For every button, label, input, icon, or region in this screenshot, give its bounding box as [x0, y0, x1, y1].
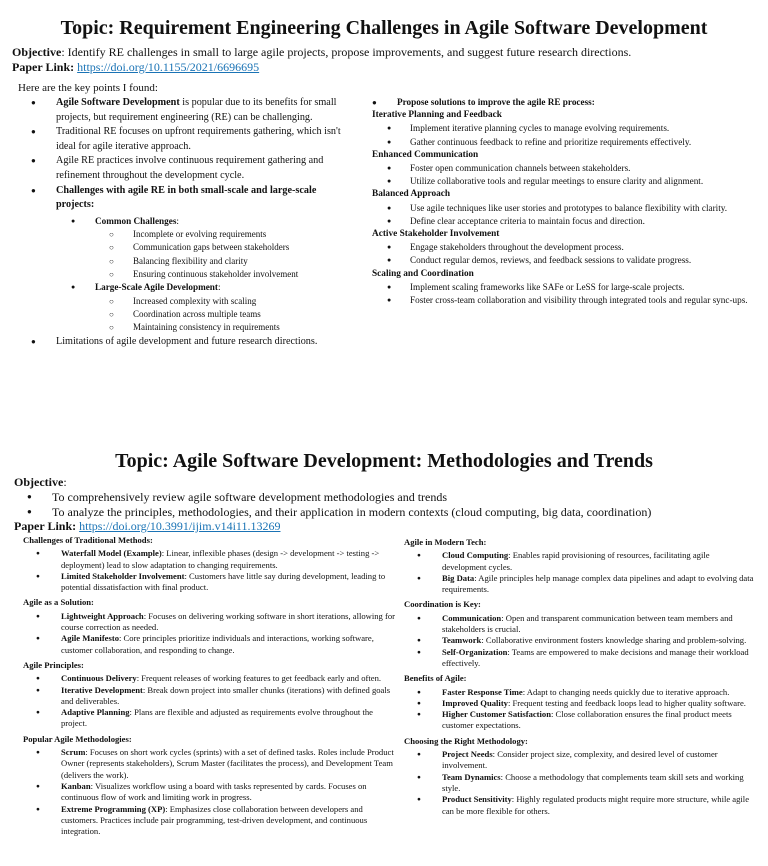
list-item: [404, 613, 754, 636]
list-item: [23, 548, 397, 571]
item-term: Scrum: [61, 747, 86, 758]
list-item: ● Agile RE practices involve continuous requirement gathering and refinement throughout the development cycle.: [12, 154, 357, 183]
right-heading-row: [372, 96, 757, 109]
list-item: [404, 550, 754, 573]
item-term: Teamwork: [442, 635, 482, 646]
item-term: Continuous Delivery: [61, 673, 137, 684]
group-title-text: Agile as a Solution: [23, 597, 92, 608]
list-item: ● Conduct regular demos, reviews, and feedback sessions to validate progress.: [372, 254, 757, 267]
right-heading: Propose solutions to improve the agile RE process:: [397, 97, 595, 107]
paper-link[interactable]: https://doi.org/10.3991/ijim.v14i11.13269: [79, 519, 281, 533]
item-term: Improved Quality: [442, 697, 508, 708]
item-text: : Enables rapid provisioning of resources, facilitating agile development cycles.: [442, 550, 710, 572]
list-item: [23, 781, 397, 804]
list-item: ● Use agile techniques like user stories and prototypes to balance flexibility with clarity.: [372, 202, 757, 215]
item-term: Big Data: [442, 572, 475, 583]
group-list: [404, 687, 754, 732]
sublist-item-common: ● Common Challenges: ○ Incomplete or evolving requirements ○ Communication gaps between stakeholders ○ Balancing flexibility and clarity ○ Ensuring continuous stakeholder involvement: [12, 215, 357, 282]
group-title-text: Agile in Modern Tech: [404, 537, 484, 547]
group-list: [23, 611, 397, 656]
item-text: : Break down project into smaller chunks (iterations) with defined goals and deliverables.: [61, 684, 391, 706]
common-challenges-list: [95, 228, 357, 281]
item-term: Lightweight Approach: [61, 610, 144, 621]
list-item: [404, 635, 754, 646]
list-item: [404, 687, 754, 698]
group-list: [404, 749, 754, 817]
item-term: Agile Manifesto: [61, 633, 119, 644]
group-title-text: Challenges of Traditional Methods: [23, 535, 150, 545]
item-term: Kanban: [61, 780, 91, 791]
list-item: ○ Balancing flexibility and clarity: [12, 255, 357, 268]
section1-right-column: [372, 96, 757, 307]
list-item: [23, 707, 397, 730]
group-list: [404, 613, 754, 669]
group-title: Agile in Modern Tech:: [404, 537, 487, 547]
objective-label: Objective: [14, 475, 64, 489]
list-item: ● Engage stakeholders throughout the development process.: [372, 241, 757, 254]
list-item: ○ Maintaining consistency in requirements: [12, 321, 357, 334]
group-title: Agile Principles:: [23, 659, 84, 670]
group-title-text: Popular Agile Methodologies: [23, 733, 129, 744]
item-text: : Close collaboration ensures the final product meets customer expectations.: [442, 709, 732, 731]
list-item: ○ Coordination across multiple teams: [12, 308, 357, 321]
bullet-icon: ●: [372, 98, 377, 107]
list-item: [23, 747, 397, 781]
section2-left-column: [23, 535, 397, 841]
objective-item: ● To comprehensively review agile software development methodologies and trends: [14, 490, 754, 505]
list-item: ○ Communication gaps between stakeholders: [12, 241, 357, 254]
item-term: Self-Organization: [442, 646, 508, 657]
section1-left-list: [12, 96, 357, 349]
group-list: [372, 122, 757, 148]
item-bold-text: Challenges with agile RE in both small-scale and large-scale projects:: [56, 184, 317, 211]
solution-groups: [372, 109, 757, 307]
item-text: : Focuses on short work cycles (sprints) with a set of defined tasks. Roles include Product Owner (represents stakeholders), Scrum Master (facilitates the process), and Development Team (delivers the work).: [61, 747, 394, 780]
group-title-text: Agile Principles: [23, 659, 81, 670]
list-item: [12, 184, 357, 335]
objectives-list: [14, 490, 754, 519]
list-item: ○ Ensuring continuous stakeholder involvement: [12, 268, 357, 281]
item-text: : Highly regulated products might require more structure, while agile can be more flexible for others.: [442, 794, 750, 816]
item-text: : Agile principles help manage complex data pipelines and adapt to evolving data requirements.: [442, 572, 754, 595]
objective-label: Objective: [12, 45, 62, 59]
list-item: ○ Incomplete or evolving requirements: [12, 228, 357, 241]
objective-item: ● To analyze the principles, methodologies, and their application in modern contexts (cloud computing, big data, coordination): [14, 505, 754, 520]
section1-meta: [12, 45, 762, 75]
item-term: Communication: [442, 612, 502, 623]
list-item: [23, 571, 397, 594]
group-title: Choosing the Right Methodology:: [404, 735, 528, 746]
list-item: [23, 685, 397, 708]
group-list: [372, 202, 757, 228]
group-title: Benefits of Agile:: [404, 673, 467, 684]
group-title-text: Benefits of Agile: [404, 673, 464, 684]
section1-intro: Here are the key points I found:: [18, 82, 158, 94]
group-list: [404, 550, 754, 595]
group-title: Agile as a Solution:: [23, 597, 94, 608]
group-title: Challenges of Traditional Methods:: [23, 535, 153, 545]
item-term: Faster Response Time: [442, 686, 523, 697]
list-item: ● Utilize collaborative tools and regular meetings to ensure clarity and alignment.: [372, 175, 757, 188]
group-title: Coordination is Key:: [404, 599, 481, 610]
list-item: ● Foster cross-team collaboration and visibility through integrated tools and regular sync-ups.: [372, 294, 757, 307]
common-label: Common Challenges: [95, 215, 177, 226]
paper-link-label: Paper Link:: [14, 519, 77, 533]
list-item: ● Implement iterative planning cycles to manage evolving requirements.: [372, 122, 757, 135]
list-item: [404, 573, 754, 596]
list-item: ● Traditional RE focuses on upfront requirements gathering, which isn't ideal for agile iterative approach.: [12, 125, 357, 154]
list-item: [23, 804, 397, 838]
objective-colon: :: [63, 475, 67, 489]
item-term: Higher Customer Satisfaction: [442, 709, 552, 720]
section1-paper-link-row: [12, 60, 762, 75]
list-item: ● Implement scaling frameworks like SAFe or LeSS for large-scale projects.: [372, 281, 757, 294]
item-text: : Collaborative environment fosters knowledge sharing and problem-solving.: [481, 635, 747, 646]
group-list: [372, 241, 757, 267]
large-scale-list: [95, 295, 357, 335]
list-item: [404, 647, 754, 670]
list-item: ● Foster open communication channels between stakeholders.: [372, 162, 757, 175]
section1-title: Topic: Requirement Engineering Challenges in Agile Software Development: [60, 17, 708, 39]
item-text: : Frequent testing and feedback loops lead to higher quality software.: [507, 697, 746, 708]
group-title: Iterative Planning and Feedback: [372, 110, 502, 121]
item-text: : Focuses on delivering working software in short iterations, allowing for course correction as needed.: [61, 610, 396, 633]
group-list: [372, 281, 757, 307]
objective-text: : Identify RE challenges in small to large agile projects, propose improvements, and suggest future research directions.: [61, 45, 632, 59]
paper-link[interactable]: https://doi.org/10.1155/2021/6696695: [77, 60, 260, 74]
group-title: Scaling and Coordination: [372, 268, 474, 279]
item-text: : Linear, inflexible phases (design -> development -> testing -> deployment) lead to slow adaptation to changing requirements.: [61, 548, 380, 570]
item-term: Project Needs: [442, 749, 493, 760]
list-item: [12, 96, 357, 125]
list-item: [404, 698, 754, 709]
item-text: : Core principles prioritize individuals and interactions, working software, customer collaboration, and responding to change.: [61, 633, 374, 655]
item-term: Team Dynamics: [442, 771, 501, 782]
item-text: : Emphasizes close collaboration between developers and customers. Practices include pair programming, test-driven development, and continuous integration.: [61, 803, 368, 837]
item-term: Extreme Programming (XP): [61, 803, 166, 814]
group-list: [23, 747, 397, 837]
list-item: [404, 749, 754, 772]
group-title: Popular Agile Methodologies:: [23, 733, 132, 744]
group-list: [23, 673, 397, 729]
group-title: Enhanced Communication: [372, 149, 479, 160]
list-item: [23, 611, 397, 634]
list-item: ● Gather continuous feedback to refine and prioritize requirements effectively.: [372, 136, 757, 149]
section2-meta: [14, 475, 754, 534]
list-item: ○ Increased complexity with scaling: [12, 295, 357, 308]
item-term: Adaptive Planning: [61, 707, 130, 718]
bold-term: Agile Software Development: [56, 97, 180, 108]
section2-objective: [14, 475, 754, 490]
item-text: : Consider project size, complexity, and desired level of customer involvement.: [442, 749, 718, 771]
sublist-item-large: ● Large-Scale Agile Development: ○ Increased complexity with scaling ○ Coordination across multiple teams ○ Maintaining consistency in requirements: [12, 281, 357, 334]
list-item: [404, 709, 754, 732]
item-text: : Teams are empowered to make decisions and manage their workload effectively.: [442, 646, 749, 668]
paper-link-label: Paper Link:: [12, 60, 75, 74]
item-text: : Frequent releases of working features to get feedback early and often.: [136, 673, 382, 684]
section1-objective: [12, 45, 762, 60]
item-term: Product Sensitivity: [442, 794, 512, 805]
list-item: ● Limitations of agile development and future research directions.: [12, 335, 357, 350]
item-term: Cloud Computing: [442, 550, 509, 561]
list-item: [404, 794, 754, 817]
list-item: ● Define clear acceptance criteria to maintain focus and direction.: [372, 215, 757, 228]
item-text: : Choose a methodology that complements team skill sets and working style.: [442, 771, 744, 793]
item-term: Waterfall Model (Example): [61, 548, 162, 559]
list-item: [23, 673, 397, 684]
list-item: [404, 772, 754, 795]
section2-title: Topic: Agile Software Development: Methodologies and Trends: [115, 450, 653, 472]
group-title-text: Choosing the Right Methodology: [404, 735, 526, 746]
item-text: : Open and transparent communication between team members and stakeholders is crucial.: [442, 612, 733, 635]
group-list: [372, 162, 757, 188]
group-title-text: Coordination is Key: [404, 599, 479, 610]
section2-right-column: [404, 537, 754, 821]
group-list: [23, 548, 397, 593]
sublist: [56, 215, 357, 335]
item-text: is popular due to its benefits for small projects, but requirement engineering (RE) can be challenging.: [56, 97, 337, 123]
group-title: Active Stakeholder Involvement: [372, 229, 500, 240]
item-text: : Adapt to changing needs quickly due to iterative approach.: [522, 686, 730, 697]
list-item: [23, 633, 397, 656]
item-text: : Visualizes workflow using a board with tasks represented by cards. Focuses on continuous flow of work and limiting work in progress.: [61, 780, 367, 803]
item-text: : Plans are flexible and adjusted as requirements evolve throughout the project.: [61, 707, 373, 729]
section2-paper-link-row: [14, 519, 754, 534]
large-label: Large-Scale Agile Development: [95, 282, 218, 293]
group-title: Balanced Approach: [372, 189, 451, 200]
item-term: Iterative Development: [61, 684, 143, 695]
item-term: Limited Stakeholder Involvement: [61, 570, 185, 581]
item-text: : Customers have little say during development, leading to potential dissatisfaction with final product.: [61, 570, 386, 593]
